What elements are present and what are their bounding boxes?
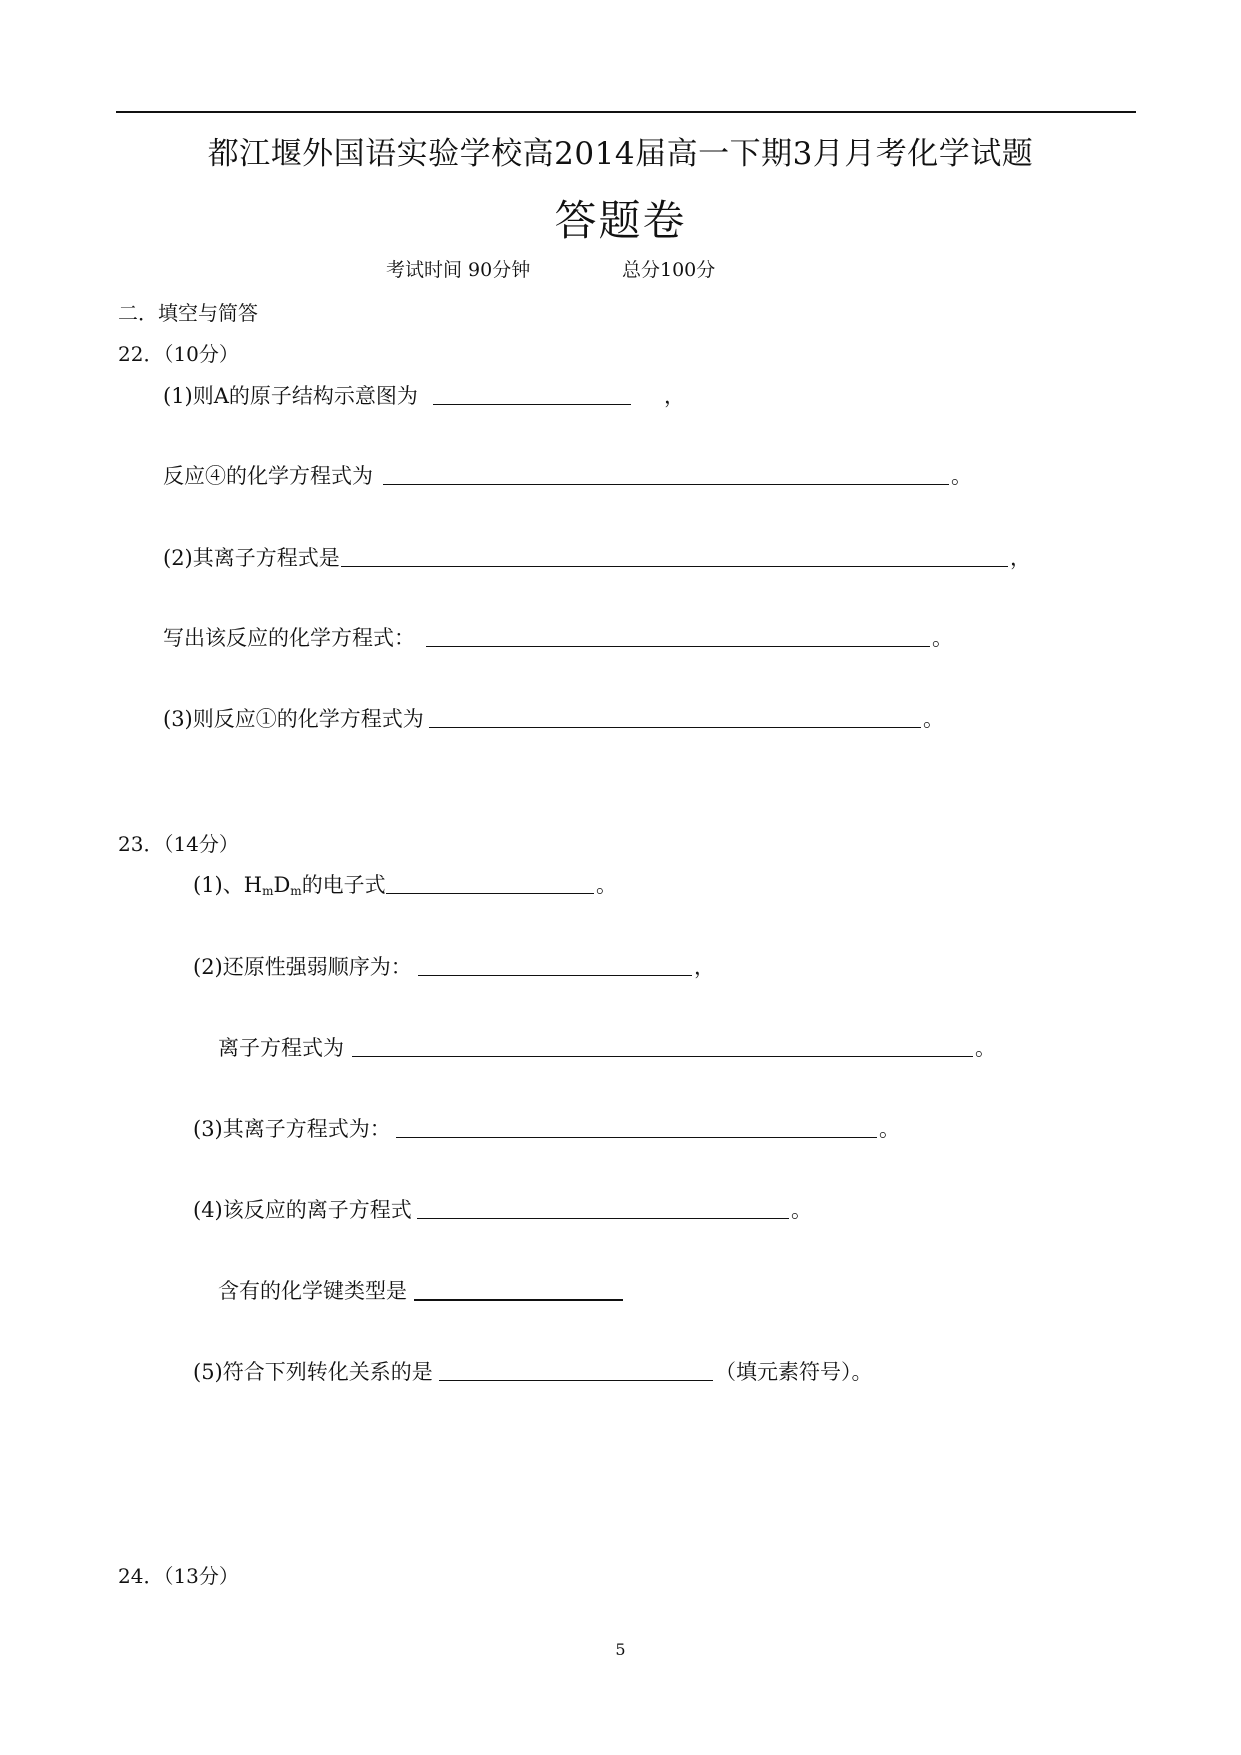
exam-title: 都江堰外国语实验学校高2014届高一下期3月月考化学试题 (207, 136, 1034, 172)
q22-p2-tail: 。 (951, 464, 972, 488)
q23-p7-text: (5)符合下列转化关系的是 (193, 1360, 433, 1384)
q23-p4-tail: 。 (879, 1117, 900, 1141)
q23-p2-blank[interactable] (418, 975, 692, 976)
q23-p3-blank[interactable] (352, 1056, 973, 1057)
q23-p1-text: (1)、$H_mD_m$的电子式 (193, 873, 386, 898)
q23-p3-text: 离子方程式为 (218, 1036, 344, 1060)
top-rule (116, 111, 1136, 113)
q22-p1-text: (1)则A的原子结构示意图为 (163, 384, 418, 408)
q23-p6-blank[interactable] (414, 1299, 623, 1301)
q22-p4-blank[interactable] (426, 646, 930, 647)
q23-p2-text: (2)还原性强弱顺序为： (193, 955, 412, 979)
page-number: 5 (615, 1640, 626, 1659)
q23-p4-text: (3)其离子方程式为： (193, 1117, 391, 1141)
q22-label: 22．（10分） (118, 342, 239, 366)
answer-sheet-title: 答题卷 (554, 196, 687, 245)
total-score: 总分100分 (622, 259, 716, 281)
section-title: 二．填空与简答 (118, 301, 258, 325)
q23-p7-tail: （填元素符号）。 (715, 1360, 873, 1384)
q23-p5-text: (4)该反应的离子方程式 (193, 1198, 412, 1222)
exam-time: 考试时间 90分钟 (386, 259, 531, 281)
q23-p5-blank[interactable] (417, 1218, 789, 1219)
q22-p3-tail: ， (1010, 546, 1031, 570)
q23-p1-tail: 。 (596, 873, 617, 897)
q23-p2-tail: ， (694, 955, 715, 979)
q23-p5-tail: 。 (791, 1198, 812, 1222)
q23-label: 23．（14分） (118, 832, 239, 856)
q23-p4-blank[interactable] (396, 1137, 877, 1138)
q22-p2-blank[interactable] (383, 484, 949, 485)
q23-p6-text: 含有的化学键类型是 (218, 1279, 407, 1303)
q24-label: 24．（13分） (118, 1564, 239, 1588)
q22-p3-text: (2)其离子方程式是 (163, 546, 340, 570)
q22-p4-tail: 。 (932, 626, 953, 650)
q23-p1-blank[interactable] (386, 893, 594, 894)
q23-p3-tail: 。 (975, 1036, 996, 1060)
q22-p1-tail: ， (664, 384, 685, 408)
q22-p3-blank[interactable] (341, 566, 1008, 567)
q22-p2-text: 反应④的化学方程式为 (163, 464, 373, 488)
q22-p5-tail: 。 (923, 707, 944, 731)
q23-p7-blank[interactable] (439, 1380, 713, 1381)
q22-p1-blank[interactable] (433, 404, 631, 405)
q22-p5-blank[interactable] (429, 727, 921, 728)
q22-p5-text: (3)则反应①的化学方程式为 (163, 707, 424, 731)
q22-p4-text: 写出该反应的化学方程式： (163, 626, 415, 650)
